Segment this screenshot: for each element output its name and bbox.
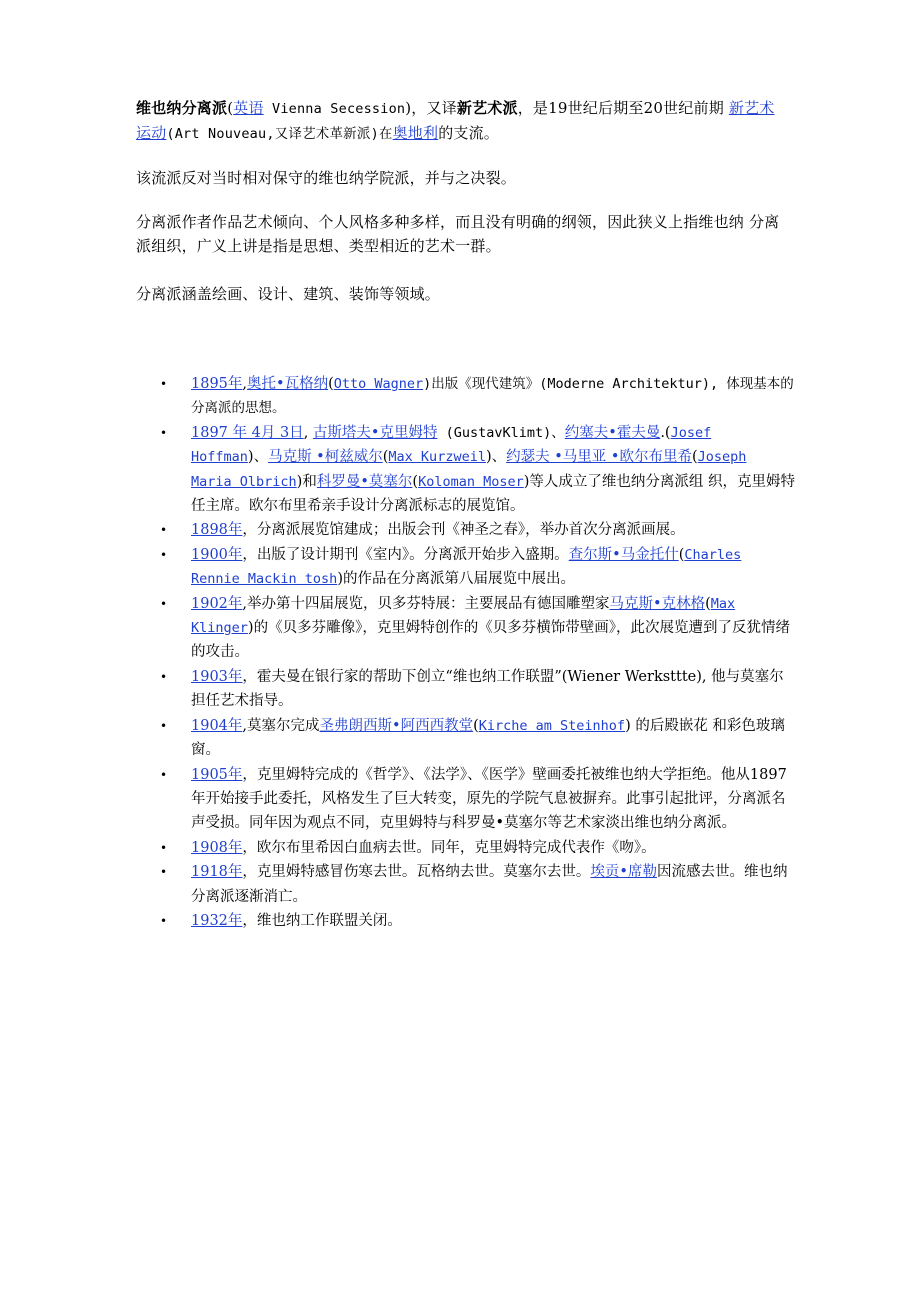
text: )等人成立了维也纳分离派组 织，克里姆特任主席。欧尔布里希亲手设计分离派标志的展览馆。 [191,473,796,515]
text: 因流感去世。维也纳分离派逐渐消亡。 [191,864,788,905]
intro-paragraph-1 [136,96,786,146]
bullet-icon: • [160,425,168,440]
text: ，欧尔布里希因白血病去世。同年，克里姆特完成代表作《吻》。 [242,839,656,856]
text: ) 的后殿嵌花 和彩色玻璃窗。 [191,717,785,759]
link-max-kurzweil-en[interactable]: Max Kurzweil [388,449,486,466]
text: .( [660,424,671,441]
text: (GustavKlimt)、 [437,424,565,441]
link-english[interactable]: 英语 [233,99,264,117]
term-new-art: 新艺术派 [456,99,518,117]
bullet-icon: • [160,596,168,611]
link-year-1905[interactable]: 1905年 [191,766,243,783]
text: ,莫塞尔完成 [242,717,320,734]
text: )、 [247,449,269,466]
timeline-item-1908 [160,836,795,860]
text: ( [412,473,419,490]
text: ，霍夫曼在银行家的帮助下创立“维也纳工作联盟”(Wiener Werksttte), 他与莫塞尔担任艺术指导。 [191,668,784,710]
intro-paragraph-4: 分离派涵盖绘画、设计、建筑、装饰等领域。 [136,285,441,303]
link-koloman-moser-en[interactable]: Koloman Moser [418,473,524,490]
term-vienna-secession: 维也纳分离派 [136,99,228,117]
link-year-1908[interactable]: 1908年 [191,839,243,856]
link-steinhof-church[interactable]: 圣弗朗西斯•阿西西教堂 [319,717,474,734]
timeline-item-1898 [160,518,795,542]
text: Vienna Secession [263,101,406,117]
text: ，是19世纪后期至20世纪前期 [517,99,729,117]
bullet-icon: • [160,669,168,684]
bullet-icon: • [160,913,168,928]
link-year-1932[interactable]: 1932年 [191,912,243,929]
link-josef-hoffmann[interactable]: 约塞夫•霍夫曼 [564,424,661,441]
text: ( [678,546,685,563]
timeline-item-1897 [160,421,795,519]
link-josef-hoffmann-en[interactable]: Josef Hoffman [191,424,712,466]
link-steinhof-church-en[interactable]: Kirche am Steinhof [478,717,626,734]
text: ，分离派展览馆建成；出版会刊《神圣之春》，举办首次分离派画展。 [242,522,685,539]
text: ( [328,376,334,392]
link-olbrich[interactable]: 约瑟夫 •马里亚 •欧尔布里希 [506,449,692,466]
text: )、 [485,449,507,466]
link-koloman-moser[interactable]: 科罗曼•莫塞尔 [316,473,413,490]
link-max-kurzweil[interactable]: 马克斯 •柯兹威尔 [268,449,383,466]
link-max-klinger[interactable]: 马克斯•克林格 [609,595,706,612]
text: ，维也纳工作联盟关闭。 [242,912,402,929]
text: ,举办第十四届展览，贝多芬特展：主要展品有德国雕塑家 [242,595,610,612]
link-mackintosh[interactable]: 查尔斯•马金托什 [568,546,679,563]
timeline-item-1918 [160,860,795,909]
text: )的《贝多芬雕像》，克里姆特创作的《贝多芬横饰带壁画》，此次展览遭到了反犹情绪的攻击。 [191,620,791,661]
text: ( [473,717,479,734]
link-year-1895[interactable]: 1895年 [191,376,243,392]
link-gustav-klimt[interactable]: 古斯塔夫•克里姆特 [312,424,438,441]
intro-paragraph-3: 分离派作者作品艺术倾向、个人风格多种多样，而且没有明确的纲领，因此狭义上指维也纳 分离派组织，广义上讲是指是思想、类型相近的艺术一群。 [136,213,780,255]
text: , [303,424,313,441]
text: ( [705,595,711,612]
bullet-icon: • [160,840,168,855]
timeline-list [160,372,795,933]
bullet-icon: • [160,718,168,733]
timeline-item-1903 [160,665,795,714]
link-year-1898[interactable]: 1898年 [191,522,243,539]
text: )，又译 [405,99,457,117]
intro-paragraph-2: 该流派反对当时相对保守的维也纳学院派，并与之决裂。 [136,169,517,187]
timeline-item-1905 [160,763,795,836]
link-year-1904[interactable]: 1904年 [191,717,243,734]
timeline-item-1932 [160,909,795,933]
text: )的作品在分离派第八届展览中展出。 [337,571,575,588]
link-max-klinger-en[interactable]: Max Klinger [191,595,736,637]
link-year-1897[interactable]: 1897 年 4月 3日 [191,424,304,441]
link-year-1903[interactable]: 1903年 [191,668,243,685]
bullet-icon: • [160,767,168,782]
timeline-item-1902 [160,592,795,665]
text: ，克里姆特感冒伤寒去世。瓦格纳去世。莫塞尔去世。 [242,864,591,881]
text: ( [382,449,389,466]
link-art-nouveau[interactable]: 新艺术运动 [136,99,775,142]
text: )出版《现代建筑》(Moderne Architektur), 体现基本的分离派的思想。 [191,376,794,417]
bullet-icon: • [160,865,168,880]
text: ，克里姆特完成的《哲学》、《法学》、《医学》壁画委托被维也纳大学拒绝。他从1897年开始接手此委托，风格发生了巨大转变，原先的学院气息被摒弃。此事引起批评，分离派名声受损。同年因为观点不同，克里姆特与科罗曼•莫塞尔等艺术家淡出维也纳分离派。 [191,766,787,832]
text: )和 [296,473,317,490]
link-egon-schiele[interactable]: 埃贡•席勒 [590,864,657,881]
timeline-item-1900 [160,543,795,592]
link-year-1900[interactable]: 1900年 [191,546,243,563]
text: ，出版了设计期刊《室内》。分离派开始步入盛期。 [242,546,569,563]
bullet-icon: • [160,377,168,391]
timeline-item-1904 [160,714,795,763]
text: 的支流。 [438,124,500,142]
link-otto-wagner-en[interactable]: Otto Wagner [333,376,424,392]
link-otto-wagner[interactable]: 奥托•瓦格纳 [247,376,329,392]
link-year-1918[interactable]: 1918年 [191,864,243,881]
text: (Art Nouveau,又译艺术革新派)在 [166,126,393,142]
link-olbrich-en[interactable]: Joseph Maria Olbrich [191,449,747,490]
bullet-icon: • [160,547,168,562]
text: ( [691,449,698,466]
link-austria[interactable]: 奥地利 [392,124,439,142]
timeline-item-1895 [160,372,795,421]
text: , [242,376,248,392]
link-year-1902[interactable]: 1902年 [191,595,243,612]
text: ( [227,99,234,117]
link-mackintosh-en[interactable]: Charles Rennie Mackin tosh [191,546,742,588]
bullet-icon: • [160,523,168,538]
